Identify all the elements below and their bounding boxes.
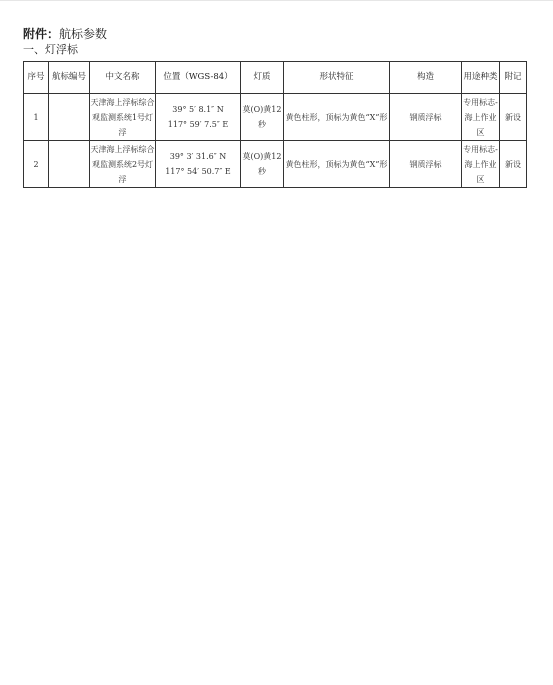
cell-index: 1 [24,94,49,141]
cell-construction: 钢质浮标 [390,94,462,141]
beacon-parameters-table [23,61,527,188]
cell-remark: 新设 [500,141,527,188]
cell-longitude: 117° 54′ 50.7″ E [165,167,231,176]
attachment-heading [23,27,107,41]
cell-chinese-name: 天津海上浮标综合观监测系统1号灯浮 [90,94,156,141]
page-top-border [0,0,553,1]
header-purpose: 用途种类 [462,62,500,94]
cell-chinese-name: 天津海上浮标综合观监测系统2号灯浮 [90,141,156,188]
cell-latitude: 39° 5′ 8.1″ N [172,105,224,114]
header-light-quality: 灯质 [241,62,284,94]
cell-longitude: 117° 59′ 7.5″ E [167,120,229,129]
cell-index: 2 [24,141,49,188]
cell-construction: 钢质浮标 [390,141,462,188]
table-header-row [24,62,527,94]
header-chinese-name: 中文名称 [90,62,156,94]
cell-purpose: 专用标志-海上作业区 [462,94,500,141]
header-construction: 构造 [390,62,462,94]
header-shape: 形状特征 [284,62,390,94]
attachment-title: 航标参数 [59,27,108,41]
cell-beacon-no [49,141,90,188]
cell-shape: 黄色柱形，顶标为黄色“X”形 [284,141,390,188]
cell-light-quality: 莫(O)黄12秒 [241,94,284,141]
cell-beacon-no [49,94,90,141]
attachment-separator: ： [47,27,60,41]
cell-latitude: 39° 3′ 31.6″ N [169,152,227,161]
table-row [24,94,527,141]
cell-position [156,94,241,141]
header-beacon-no: 航标编号 [49,62,90,94]
cell-remark: 新设 [500,94,527,141]
cell-purpose: 专用标志-海上作业区 [462,141,500,188]
section-title: 一、灯浮标 [23,43,78,56]
attachment-label: 附件 [23,27,48,41]
table-row [24,141,527,188]
cell-light-quality: 莫(O)黄12秒 [241,141,284,188]
header-index: 序号 [24,62,49,94]
header-position: 位置（WGS-84） [156,62,241,94]
cell-position [156,141,241,188]
header-remark: 附记 [500,62,527,94]
cell-shape: 黄色柱形，顶标为黄色“X”形 [284,94,390,141]
